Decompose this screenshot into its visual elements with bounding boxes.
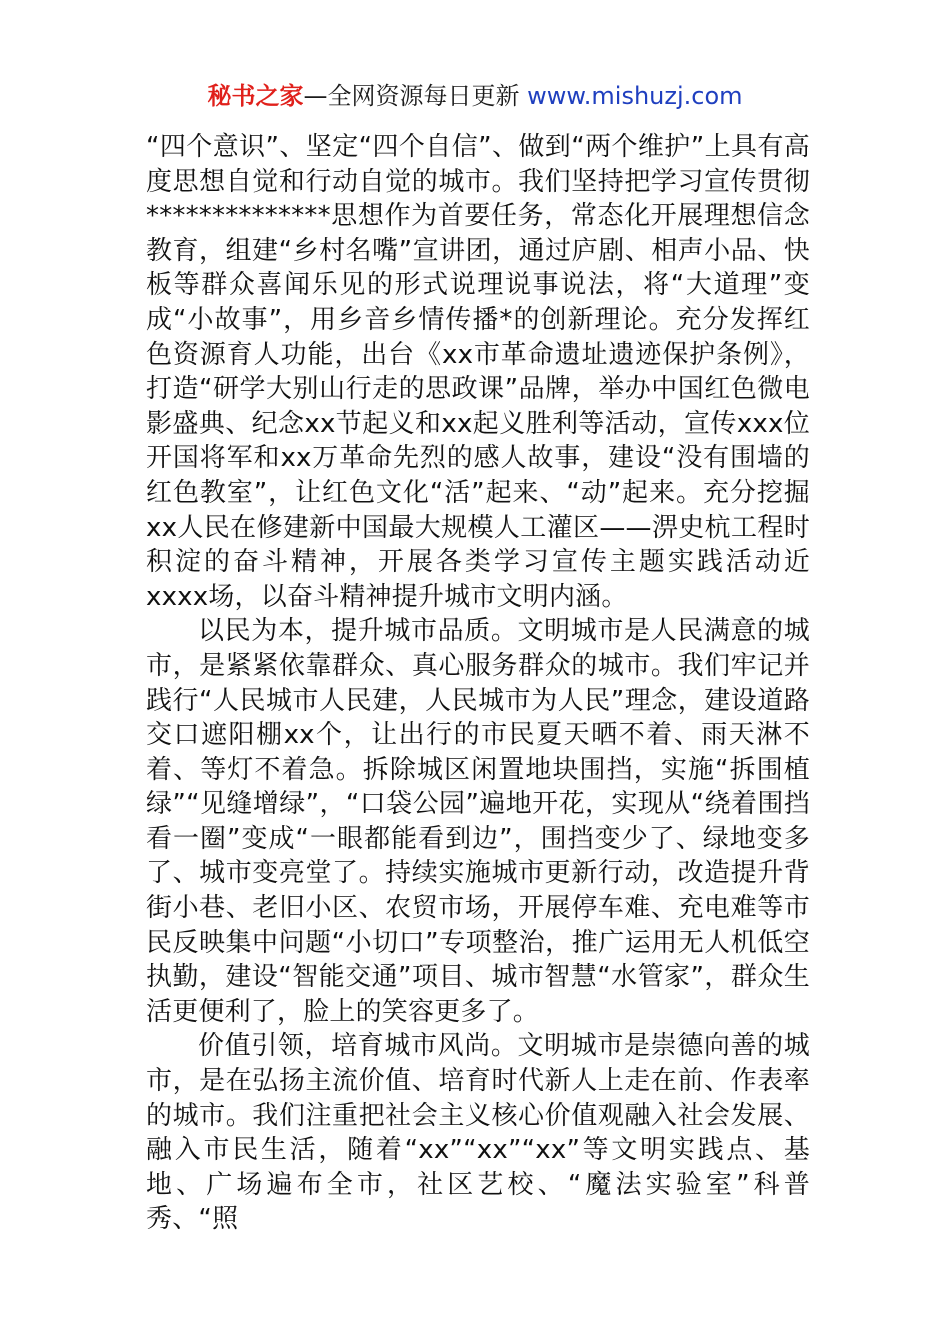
paragraph-continued: “四个意识”、坚定“四个自信”、做到“两个维护”上具有高度思想自觉和行动自觉的城市。我们坚持把学习宣传贯彻**************思想作为首要任务，常态化开展理想信念教育，组建“乡村名嘴”宣讲团，通过庐剧、相声小品、快板等群众喜闻乐见的形式说理说事说法，将“大道理”变成“小故事”，用乡音乡情传播*的创新理论。充分发挥红色资源育人功能，出台《xx市革命遗址遗迹保护条例》，打造“研学大别山行走的思政课”品牌，举办中国红色微电影盛典、纪念xx节起义和xx起义胜利等活动，宣传xxx位开国将军和xx万革命先烈的感人故事，建设“没有围墙的红色教室”，让红色文化“活”起来、“动”起来。充分挖掘xx人民在修建新中国最大规模人工灌区——淠史杭工程时积淀的奋斗精神，开展各类学习宣传主题实践活动近xxxx场，以奋斗精神提升城市文明内涵。 — [146, 132, 810, 612]
document-body — [146, 130, 810, 1237]
paragraph-people-centered: 以民为本，提升城市品质。文明城市是人民满意的城市，是紧紧依靠群众、真心服务群众的城市。我们牢记并践行“人民城市人民建，人民城市为人民”理念，建设道路交口遮阳棚xx个，让出行的市民夏天晒不着、雨天淋不着、等灯不着急。拆除城区闲置地块围挡，实施“拆围植绿”“见缝增绿”，“口袋公园”遍地开花，实现从“绕着围挡看一圈”变成“一眼都能看到边”，围挡变少了、绿地变多了、城市变亮堂了。持续实施城市更新行动，改造提升背街小巷、老旧小区、农贸市场，开展停车难、充电难等市民反映集中问题“小切口”专项整治，推广运用无人机低空执勤，建设“智能交通”项目、城市智慧“水管家”，群众生活更便利了，脸上的笑容更多了。 — [146, 616, 810, 1027]
site-header — [0, 78, 950, 114]
paragraph-value-guidance: 价值引领，培育城市风尚。文明城市是崇德向善的城市，是在弘扬主流价值、培育时代新人上走在前、作表率的城市。我们注重把社会主义核心价值观融入社会发展、融入市民生活，随着“xx”“xx”“xx”等文明实践点、基地、广场遍布全市，社区艺校、“魔法实验室”科普秀、“照 — [146, 1031, 810, 1235]
site-url-link[interactable]: www.mishuzj.com — [527, 82, 743, 110]
brand-name: 秘书之家 — [207, 82, 304, 110]
header-tagline: —全网资源每日更新 — [303, 82, 528, 110]
